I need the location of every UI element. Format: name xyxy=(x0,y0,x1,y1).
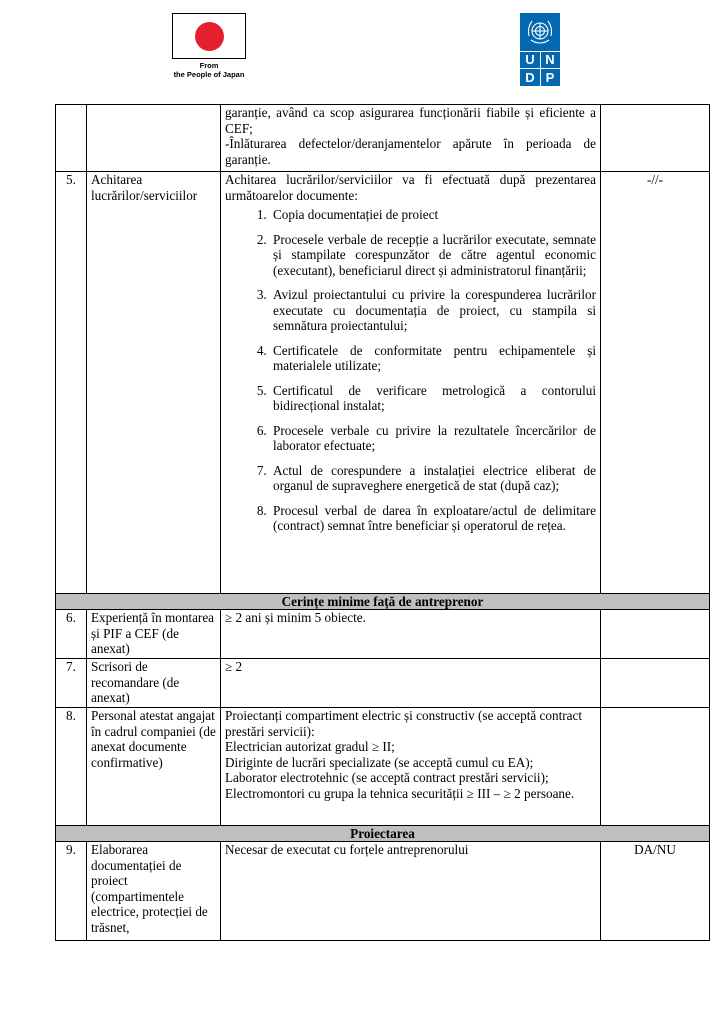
row8-line: Electrician autorizat gradul ≥ II; xyxy=(225,739,395,754)
undp-letter-p: P xyxy=(545,70,555,85)
row6-desc: ≥ 2 ani și minim 5 obiecte. xyxy=(221,610,601,659)
row8-line: Laborator electrotehnic (se acceptă contract prestări servicii); xyxy=(225,770,549,785)
section-header-contractor-requirements xyxy=(56,594,710,610)
undp-letter-n: N xyxy=(545,52,555,67)
row-prev-desc-line1: garanție, având ca scop asigurarea funcționării fiabile și eficiente a CEF; xyxy=(225,105,596,136)
row9-num: 9. xyxy=(56,842,87,941)
section2-title: Proiectarea xyxy=(56,826,710,842)
row6-name: Experiență în montarea și PIF a CEF (de anexat) xyxy=(87,610,221,659)
table-row-9 xyxy=(56,842,710,941)
section-header-design xyxy=(56,826,710,842)
row5-status: -//- xyxy=(601,172,710,594)
rising-sun-icon xyxy=(195,22,224,51)
row8-line: Proiectanți compartiment electric și constructiv (se acceptă contract prestări servicii): xyxy=(225,708,583,739)
table-row-6 xyxy=(56,610,710,659)
table-row-continuation xyxy=(56,105,710,172)
row-prev-desc xyxy=(221,105,601,172)
document-item: 7. Actul de corespundere a instalației electrice eliberat de organul de supraveghere energetică de stat (după caz); xyxy=(270,463,596,494)
row5-name: Achitarea lucrărilor/serviciilor xyxy=(87,172,221,594)
requirements-table xyxy=(55,104,710,941)
row6-status xyxy=(601,610,710,659)
japan-logo-caption xyxy=(160,61,258,79)
row8-status xyxy=(601,708,710,826)
row8-num: 8. xyxy=(56,708,87,826)
table-row-5 xyxy=(56,172,710,594)
row5-desc xyxy=(221,172,601,594)
row9-status: DA/NU xyxy=(601,842,710,941)
un-emblem-icon xyxy=(524,16,556,48)
document-item: 8. Procesul verbal de darea în exploatare/actul de delimitare (contract) semnat între beneficiar și operatorul de rețea. xyxy=(270,503,596,534)
row8-line: Diriginte de lucrări specializate (se acceptă cumul cu EA); xyxy=(225,754,534,770)
required-documents-list xyxy=(225,207,596,534)
japan-caption-line1: From xyxy=(199,61,219,70)
japan-caption-line2: the People of Japan xyxy=(173,70,245,79)
row-prev-num xyxy=(56,105,87,172)
document-item: 4. Certificatele de conformitate pentru echipamentele și materialele utilizate; xyxy=(270,343,596,374)
row7-desc: ≥ 2 xyxy=(221,659,601,708)
document-item: 3. Avizul proiectantului cu privire la corespunderea lucrărilor executate cu documentația de proiect, cu stampila si semnătura proiectantului; xyxy=(270,287,596,334)
row5-num: 5. xyxy=(56,172,87,594)
row5-intro: Achitarea lucrărilor/serviciilor va fi efectuată după prezentarea următoarelor documente: xyxy=(225,172,596,203)
document-item: 2. Procesele verbale de recepție a lucrărilor executate, semnate și stampilate corespunzător de către agentul economic (executant), beneficiarul direct și administratorul finanțării; xyxy=(270,232,596,279)
document-item: 1. Copia documentației de proiect xyxy=(270,207,596,223)
table-row-8 xyxy=(56,708,710,826)
undp-letter-u: U xyxy=(525,52,535,67)
section1-title: Cerințe minime față de antreprenor xyxy=(56,594,710,610)
row7-name: Scrisori de recomandare (de anexat) xyxy=(87,659,221,708)
row8-name: Personal atestat angajat în cadrul companiei (de anexat documente confirmative) xyxy=(87,708,221,826)
row7-status xyxy=(601,659,710,708)
row-prev-name xyxy=(87,105,221,172)
row7-num: 7. xyxy=(56,659,87,708)
row6-num: 6. xyxy=(56,610,87,659)
japan-flag-logo xyxy=(172,13,246,59)
undp-letter-d: D xyxy=(525,70,535,85)
row-prev-desc-line2: -Înlăturarea defectelor/deranjamentelor apărute în perioada de garanție. xyxy=(225,136,596,167)
document-item: 6. Procesele verbale cu privire la rezultatele încercărilor de laborator efectuate; xyxy=(270,423,596,454)
undp-logo xyxy=(520,13,560,86)
row9-desc: Necesar de executat cu forțele antreprenorului xyxy=(221,842,601,941)
row8-line: Electromontori cu grupa la tehnica securității ≥ III – ≥ 2 persoane. xyxy=(225,785,575,801)
row9-name: Elaborarea documentației de proiect (compartimentele electrice, protecției de trăsnet, xyxy=(87,842,221,941)
table-row-7 xyxy=(56,659,710,708)
row-prev-status xyxy=(601,105,710,172)
row8-desc xyxy=(221,708,601,826)
document-item: 5. Certificatul de verificare metrologică a contorului bidirecțional instalat; xyxy=(270,383,596,414)
